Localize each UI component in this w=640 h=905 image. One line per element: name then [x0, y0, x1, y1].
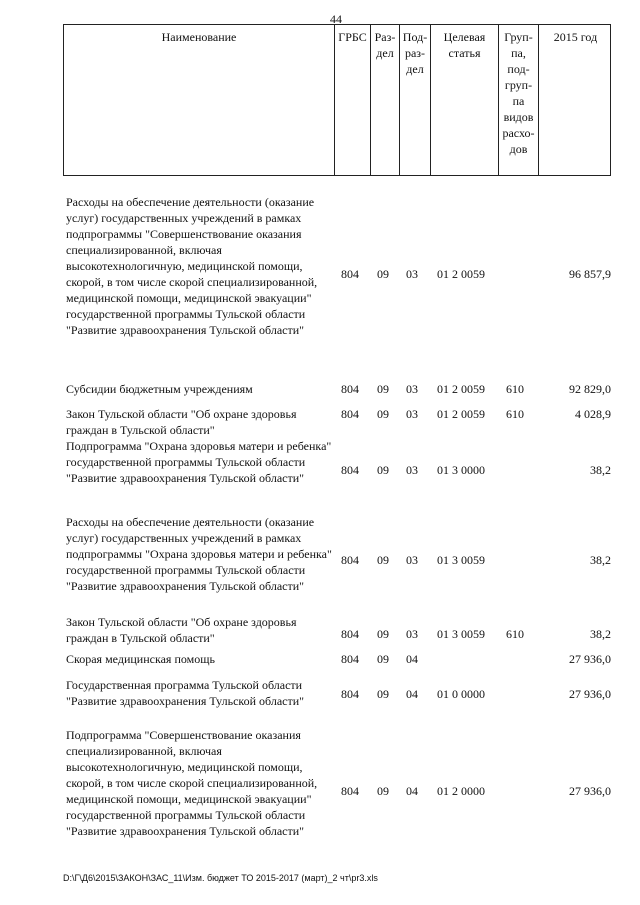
row-sum: 96 857,9 [569, 267, 611, 281]
row-celevaya: 01 2 0059 [437, 267, 485, 281]
row-vid: 610 [506, 382, 524, 396]
row-sum: 38,2 [590, 627, 611, 641]
row-razdel: 09 [377, 784, 389, 798]
row-celevaya: 01 0 0000 [437, 687, 485, 701]
row-sum: 4 028,9 [575, 407, 611, 421]
row-vid: 610 [506, 407, 524, 421]
row-podrazdel: 03 [406, 267, 418, 281]
row-celevaya: 01 3 0059 [437, 627, 485, 641]
row-celevaya: 01 3 0000 [437, 463, 485, 477]
header-podrazdel: Под- раз- дел [399, 25, 430, 175]
row-grbs: 804 [341, 553, 359, 567]
row-name: Расходы на обеспечение деятельности (оказание услуг) государственных учреждений в рамках подпрограммы "Совершенствование оказания специализированной, включая высокотехнологичную, медицинской помощи, скорой, в том числе скорой специализированной, медицинской помощи, медицинской эвакуации" государственной программы Тульской области "Развитие здравоохранения Тульской области" [66, 195, 318, 337]
row-grbs: 804 [341, 407, 359, 421]
row-sum: 92 829,0 [569, 382, 611, 396]
row-razdel: 09 [377, 687, 389, 701]
row-podrazdel: 04 [406, 652, 418, 666]
row-razdel: 09 [377, 407, 389, 421]
row-podrazdel: 03 [406, 407, 418, 421]
row-razdel: 09 [377, 382, 389, 396]
row-name: Подпрограмма "Совершенствование оказания специализированной, включая высокотехнологичную, медицинской помощи, скорой, в том числе скорой специализированной, медицинской помощи, медицинской эвакуации" государственной программы Тульской области "Развитие здравоохранения Тульской области" [66, 728, 318, 838]
row-celevaya: 01 2 0059 [437, 407, 485, 421]
row-celevaya: 01 2 0000 [437, 784, 485, 798]
header-celevaya-statya: Целевая статья [430, 25, 498, 175]
row-grbs: 804 [341, 267, 359, 281]
row-sum: 38,2 [590, 553, 611, 567]
row-name: Государственная программа Тульской области "Развитие здравоохранения Тульской области" [66, 678, 305, 708]
row-razdel: 09 [377, 463, 389, 477]
table-header [63, 24, 611, 176]
file-path-footer: D:\Г\Д6\2015\ЗАКОН\ЗАС_11\Изм. бюджет ТО 2015-2017 (март)_2 чт\pr3.xls [63, 873, 378, 883]
row-vid: 610 [506, 627, 524, 641]
header-year: 2015 год [538, 25, 612, 175]
row-celevaya: 01 2 0059 [437, 382, 485, 396]
row-grbs: 804 [341, 463, 359, 477]
row-podrazdel: 03 [406, 627, 418, 641]
header-name: Наименование [161, 30, 237, 44]
header-grbs: ГРБС [334, 25, 370, 175]
row-name: Подпрограмма "Охрана здоровья матери и ребенка" государственной программы Тульской области "Развитие здравоохранения Тульской области" [66, 439, 332, 485]
row-grbs: 804 [341, 687, 359, 701]
row-podrazdel: 03 [406, 463, 418, 477]
row-name: Расходы на обеспечение деятельности (оказание услуг) государственных учреждений в рамках подпрограммы "Охрана здоровья матери и ребенка" государственной программы Тульской области "Развитие здравоохранения Тульской области" [66, 515, 332, 593]
row-sum: 27 936,0 [569, 687, 611, 701]
row-name: Закон Тульской области "Об охране здоровья граждан в Тульской области" [66, 407, 297, 437]
row-name: Скорая медицинская помощь [66, 652, 215, 666]
row-razdel: 09 [377, 627, 389, 641]
row-podrazdel: 04 [406, 687, 418, 701]
row-name: Субсидии бюджетным учреждениям [66, 382, 253, 396]
row-sum: 27 936,0 [569, 784, 611, 798]
row-podrazdel: 03 [406, 553, 418, 567]
row-celevaya: 01 3 0059 [437, 553, 485, 567]
row-grbs: 804 [341, 652, 359, 666]
row-sum: 27 936,0 [569, 652, 611, 666]
row-grbs: 804 [341, 784, 359, 798]
header-vid-raskhodov: Груп- па, под- груп- па видов расхо- дов [498, 25, 538, 175]
row-grbs: 804 [341, 382, 359, 396]
row-sum: 38,2 [590, 463, 611, 477]
header-razdel: Раз- дел [370, 25, 399, 175]
row-name: Закон Тульской области "Об охране здоровья граждан в Тульской области" [66, 615, 297, 645]
page-number: 44 [330, 12, 342, 26]
row-podrazdel: 04 [406, 784, 418, 798]
row-razdel: 09 [377, 267, 389, 281]
row-razdel: 09 [377, 553, 389, 567]
row-podrazdel: 03 [406, 382, 418, 396]
row-razdel: 09 [377, 652, 389, 666]
row-grbs: 804 [341, 627, 359, 641]
